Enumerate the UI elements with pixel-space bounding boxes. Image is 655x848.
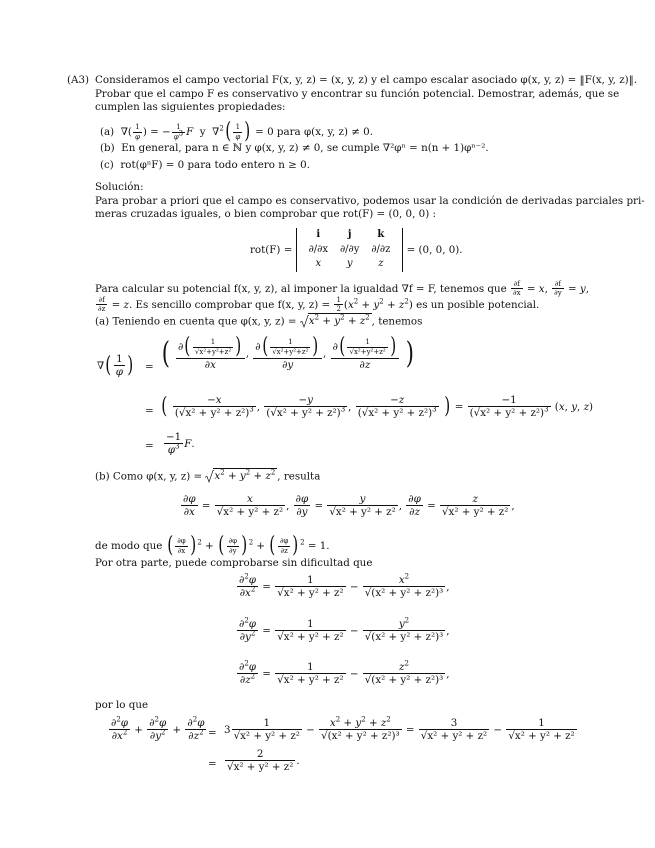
b-intro: (b) Como φ(x, y, z) = $x^2 + y^2 + z^2$ , resulta xyxy=(95,468,321,483)
rot-lhs: rot(F) = xyxy=(250,243,293,256)
first-partials: $\frac{\partial\varphi}{\partial x}$ = $\frac{x}{\text{√x² + y² + z²}}$ , $\frac{\partial\varphi}{\partial y}$ = $\frac{y}{\text{√x² + y² + z²}}$ , $\frac{\partial\varphi}{\partial z}$ = $\frac{z}{\text{√x² + y² + z²}}$ , xyxy=(183,493,515,519)
item-b-label: (b) xyxy=(100,142,115,154)
grad-row-3: $\frac{-1}{\varphi^3}$ F. xyxy=(166,431,195,457)
grad-row-2: ( $\frac{-x}{(√x^2 + y^2 + z^2)^3}$ , $\frac{-y}{(√x^2 + y^2 + z^2)^3}$ , $\frac{-z}{(√x^2 + y^2 + z^2)^3}$ ) = $\frac{-1}{(√x^2 + y^2 + z^2)^3}$ (x, y, z) xyxy=(161,393,594,420)
rot-equation xyxy=(250,228,463,272)
modo-line: de modo que ( $\frac{\partial\varphi}{\partial x}$ )$^2$ + ( $\frac{\partial\varphi}{\partial y}$ )$^2$ + ( $\frac{\partial\varphi}{\partial z}$ )$^2$ = 1. xyxy=(95,533,330,558)
laplacian-row-1: 3 $\frac{1}{\text{√x² + y² + z²}}$ − $\frac{x^2 + y^2 + z^2}{\text{√(x² + y² + z²)³}}$ = $\frac{3}{\text{√x² + y² + z²}}$ − $\frac{1}{\text{√x² + y² + z²}}$ xyxy=(224,715,575,743)
solution-p2b: $\frac{\partial f}{\partial z}$ = z. Es sencillo comprobar que f(x, y, z) = $\frac{1}{2}$ $(x^2 + y^2 + z^2)$ es un posible potencial. xyxy=(98,296,540,314)
problem-line-1: Consideramos el campo vectorial F(x, y, z) = (x, y, z) y el campo escalar asociado φ(x, y, z) = ‖F(x, y, z)‖. xyxy=(95,74,638,86)
solution-p2a: Para calcular su potencial f(x, y, z), al imponer la igualdad ∇f = F, tenemos que $\frac{\partial f}{\partial x}$ = x, $\frac{\partial f}{\partial y}$ = y, xyxy=(95,280,589,298)
item-c-text: rot(φⁿF) = 0 para todo entero n ≥ 0. xyxy=(120,159,310,171)
eq-sign-2: = xyxy=(145,405,154,417)
eq-sign-4: = xyxy=(208,727,217,739)
laplacian-lhs: $\frac{\partial^2\varphi}{\partial x^2}$ + $\frac{\partial^2\varphi}{\partial y^2}$ + $\frac{\partial^2\varphi}{\partial z^2}$ xyxy=(111,715,205,743)
second-partial-z: $\frac{\partial^2\varphi}{\partial z^2}$ = $\frac{1}{\text{√x² + y² + z²}}$ − $\frac{z^2}{\text{√(x² + y² + z²)³}}$ , xyxy=(239,659,450,687)
laplacian-row-2: $\frac{2}{\text{√x² + y² + z²}}$ . xyxy=(227,748,300,774)
item-b xyxy=(100,142,489,155)
solution-p1a: Para probar a priori que el campo es conservativo, podemos usar la condición de derivadas parciales pri- xyxy=(95,195,645,207)
grad-lhs: ∇( $\frac{1}{\varphi}$ ) xyxy=(97,352,134,379)
item-a-label: (a) xyxy=(100,126,115,138)
item-b-text: En general, para n ∈ ℕ y φ(x, y, z) ≠ 0, se cumple ∇²φⁿ = n(n + 1)φⁿ⁻². xyxy=(121,142,489,154)
b-intro-text: (b) Como φ(x, y, z) = xyxy=(95,470,203,483)
item-a: (a) ∇( $\frac{1}{\varphi}$ ) = − $\frac{1}{\varphi^3}$ F y ∇$^2$( $\frac{1}{\varphi}$ ) = 0 para φ(x, y, z) ≠ 0. xyxy=(100,119,373,144)
eq-sign-3: = xyxy=(145,440,154,452)
otra-line: Por otra parte, puede comprobarse sin dificultad que xyxy=(95,557,373,569)
item-a-text: = 0 para φ(x, y, z) ≠ 0. xyxy=(255,126,373,138)
porlo-line: por lo que xyxy=(95,699,149,711)
solution-heading: Solución: xyxy=(95,181,144,193)
solution-p1b: meras cruzadas iguales, o bien comprobar que rot(F) = (0, 0, 0) : xyxy=(95,208,436,220)
a-intro-end: , tenemos xyxy=(371,315,423,328)
grad-row-1: ( ∂( $\frac{1}{\text{√x²+y²+z²}}$ ) ∂x , ∂( $\frac{1}{\text{√x²+y²+z²}}$ ) ∂y , ∂( $\frac{1}{\text{√x²+y²+z²}}$ ) ∂z ) xyxy=(161,334,414,371)
b-intro-end: , resulta xyxy=(277,470,321,483)
rot-determinant: i j k ∂/∂x ∂/∂y ∂/∂z x y z xyxy=(296,228,404,272)
modo-end: = 1. xyxy=(307,540,330,552)
solution-p2a-text: Para calcular su potencial f(x, y, z), al imponer la igualdad ∇f = F, tenemos que xyxy=(95,282,507,295)
problem-label: (A3) xyxy=(67,74,90,86)
second-partial-y: $\frac{\partial^2\varphi}{\partial y^2}$ = $\frac{1}{\text{√x² + y² + z²}}$ − $\frac{y^2}{\text{√(x² + y² + z²)³}}$ , xyxy=(239,616,450,644)
solution-p2b-text: . Es sencillo comprobar que f(x, y, z) = xyxy=(128,298,331,311)
a-intro-text: (a) Teniendo en cuenta que φ(x, y, z) = xyxy=(95,315,297,328)
rot-rhs: = (0, 0, 0). xyxy=(406,243,463,256)
item-c-label: (c) xyxy=(100,159,114,171)
second-partial-x: $\frac{\partial^2\varphi}{\partial x^2}$ = $\frac{1}{\text{√x² + y² + z²}}$ − $\frac{x^2}{\text{√(x² + y² + z²)³}}$ , xyxy=(239,572,450,600)
eq-sign-1: = xyxy=(145,361,154,373)
item-c xyxy=(100,159,310,172)
modo-text: de modo que xyxy=(95,540,163,552)
problem-line-2: Probar que el campo F es conservativo y encontrar su función potencial. Demostrar, además, que se xyxy=(95,88,620,100)
solution-p2b-end: es un posible potencial. xyxy=(416,298,540,311)
eq-sign-5: = xyxy=(208,758,217,770)
problem-line-3: cumplen las siguientes propiedades: xyxy=(95,101,286,113)
a-intro: (a) Teniendo en cuenta que φ(x, y, z) = $x^2 + y^2 + z^2$ , tenemos xyxy=(95,313,423,328)
